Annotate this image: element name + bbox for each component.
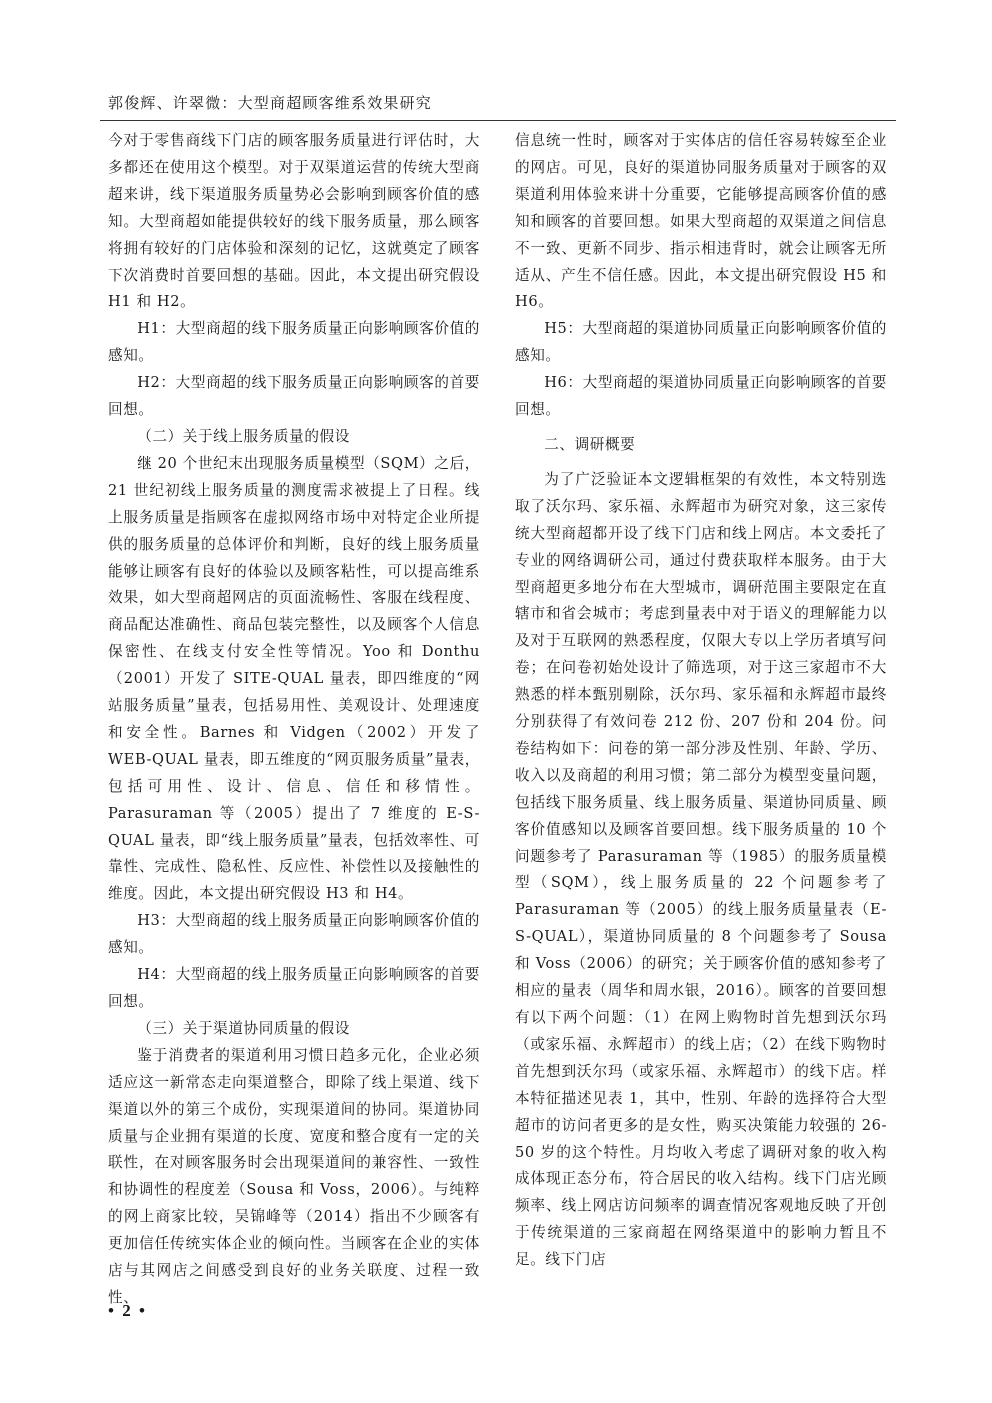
- left-column: [108, 128, 480, 1312]
- header-rule: [100, 120, 896, 121]
- section-heading: 二、调研概要: [544, 435, 636, 453]
- paragraph: 继 20 个世纪末出现服务质量模型（SQM）之后，21 世纪初线上服务质量的测度需求被提上了日程。线上服务质量是指顾客在虚拟网络市场中对特定企业所提供的服务质量的总体评价和判断，良好的线上服务质量能够让顾客有良好的体验以及顾客粘性，可以提高维系效果，如大型商超网店的页面流畅性、客服在线程度、商品配达准确性、商品包装完整性，以及顾客个人信息保密性、在线支付安全性等情况。Yoo 和 Donthu（2001）开发了 SITE-QUAL 量表，即四维度的“网站服务质量”量表，包括易用性、美观设计、处理速度和安全性。Barnes 和 Vidgen（2002）开发了 WEB-QUAL 量表，即五维度的“网页服务质量”量表，包括可用性、设计、信息、信任和移情性。Parasuraman 等（2005）提出了 7 维度的 E-S-QUAL 量表，即“线上服务质量”量表，包括效率性、可靠性、完成性、隐私性、反应性、补偿性以及接触性的维度。因此，本文提出研究假设 H3 和 H4。: [108, 454, 480, 903]
- hypothesis-h6: H6：大型商超的渠道协同质量正向影响顾客的首要回想。: [515, 374, 887, 419]
- paragraph: 今对于零售商线下门店的顾客服务质量进行评估时，大多都还在使用这个模型。对于双渠道运营的传统大型商超来讲，线下渠道服务质量势必会影响到顾客价值的感知。大型商超如能提供较好的线下服务质量，那么顾客将拥有较好的门店体验和深刻的记忆，这就奠定了顾客下次消费时首要回想的基础。因此，本文提出研究假设 H1 和 H2。: [108, 132, 480, 311]
- hypothesis-h3: H3：大型商超的线上服务质量正向影响顾客价值的感知。: [108, 912, 480, 957]
- hypothesis-h4: H4：大型商超的线上服务质量正向影响顾客的首要回想。: [108, 966, 480, 1010]
- page-number: • 2 •: [108, 1301, 147, 1320]
- hypothesis-h1: H1：大型商超的线下服务质量正向影响顾客价值的感知。: [108, 320, 480, 365]
- hypothesis-h2: H2：大型商超的线下服务质量正向影响顾客的首要回想。: [108, 374, 480, 419]
- section-heading: （三）关于渠道协同质量的假设: [137, 1019, 350, 1037]
- section-heading: （二）关于线上服务质量的假设: [137, 427, 350, 445]
- paragraph: 为了广泛验证本文逻辑框架的有效性，本文特别选取了沃尔玛、家乐福、永辉超市为研究对象，这三家传统大型商超都开设了线下门店和线上网店。本文委托了专业的网络调研公司，通过付费获取样本服务。由于大型商超更多地分布在大型城市，调研范围主要限定在直辖市和省会城市；考虑到量表中对于语义的理解能力以及对于互联网的熟悉程度，仅限大专以上学历者填写问卷；在问卷初始处设计了筛选项，对于这三家超市不大熟悉的样本甄别剔除，沃尔玛、家乐福和永辉超市最终分别获得了有效问卷 212 份、207 份和 204 份。问卷结构如下：问卷的第一部分涉及性别、年龄、学历、收入以及商超的利用习惯；第二部分为模型变量问题，包括线下服务质量、线上服务质量、渠道协同质量、顾客价值感知以及顾客首要回想。线下服务质量的 10 个问题参考了 Parasuraman 等（1985）的服务质量模型（SQM），线上服务质量的 22 个问题参考了 Parasuraman 等（2005）的线上服务质量量表（E-S-QUAL），渠道协同质量的 8 个问题参考了 Sousa 和 Voss（2006）的研究；关于顾客价值的感知参考了相应的量表（周华和周水银，2016）。顾客的首要回想有以下两个问题：（1）在网上购物时首先想到沃尔玛（或家乐福、永辉超市）的线上店；（2）在线下购物时首先想到沃尔玛（或家乐福、永辉超市）的线下店。样本特征描述见表 1，其中，性别、年龄的选择符合大型超市的访问者更多的是女性，购买决策能力较强的 26-50 岁的这个特性。月均收入考虑了调研对象的收入构成体现正态分布，符合居民的收入结构。线下门店光顾频率、线上网店访问频率的调查情况客观地反映了开创于传统渠道的三家商超在网络渠道中的影响力暂且不足。线下门店: [515, 470, 887, 1269]
- paragraph: 鉴于消费者的渠道利用习惯日趋多元化，企业必须适应这一新常态走向渠道整合，即除了线上渠道、线下渠道以外的第三个成份，实现渠道间的协同。渠道协同质量与企业拥有渠道的长度、宽度和整合度有一定的关联性，在对顾客服务时会出现渠道间的兼容性、一致性和协调性的程度差（Sousa 和 Voss，2006）。与纯粹的网上商家比较，吴锦峰等（2014）指出不少顾客有更加信任传统实体企业的倾向性。当顾客在企业的实体店与其网店之间感受到良好的业务关联度、过程一致性、: [108, 1046, 480, 1306]
- hypothesis-h5: H5：大型商超的渠道协同质量正向影响顾客价值的感知。: [515, 320, 887, 365]
- paragraph: 信息统一性时，顾客对于实体店的信任容易转嫁至企业的网店。可见，良好的渠道协同服务质量对于顾客的双渠道利用体验来讲十分重要，它能够提高顾客价值的感知和顾客的首要回想。如果大型商超的双渠道之间信息不一致、更新不同步、指示相违背时，就会让顾客无所适从、产生不信任感。因此，本文提出研究假设 H5 和 H6。: [515, 132, 887, 311]
- running-header: 郭俊辉、许翠微：大型商超顾客维系效果研究: [108, 94, 433, 112]
- right-column: [515, 128, 887, 1274]
